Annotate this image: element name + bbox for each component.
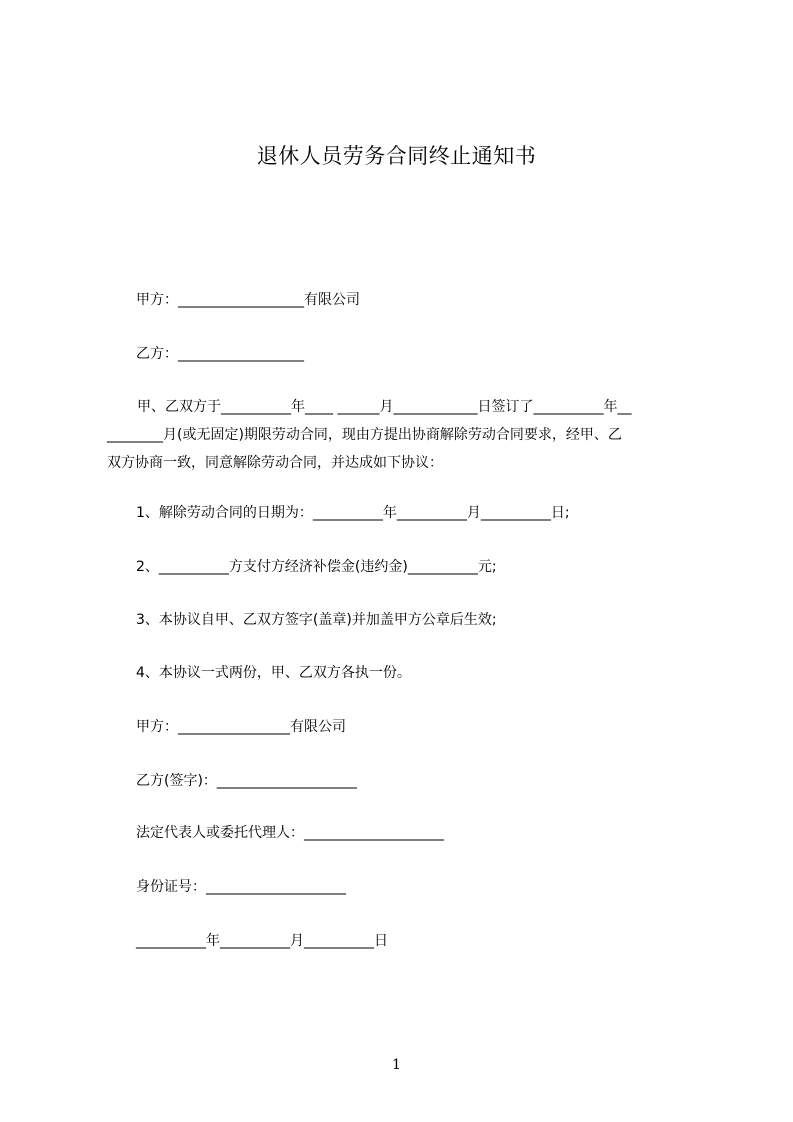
id-number-line: 身份证号：____________________ xyxy=(136,879,346,895)
page-number: 1 xyxy=(392,1057,401,1073)
intro-paragraph xyxy=(107,393,701,477)
clause-2: 2、__________方支付方经济补偿金(违约金)__________元; xyxy=(136,559,497,575)
intro-line-2: ________月(或无固定)期限劳动合同，现由方提出协商解除劳动合同要求，经甲、乙 xyxy=(107,427,622,443)
signature-party-a: 甲方：________________有限公司 xyxy=(136,719,346,735)
date-line: __________年__________月__________日 xyxy=(136,933,388,949)
clause-4: 4、本协议一式两份，甲、乙双方各执一份。 xyxy=(136,665,411,681)
legal-representative-line: 法定代表人或委托代理人：____________________ xyxy=(136,825,444,841)
clause-3: 3、本协议自甲、乙双方签字(盖章)并加盖甲方公章后生效; xyxy=(136,612,497,628)
party-a-line: 甲方：__________________有限公司 xyxy=(136,292,360,308)
party-b-line: 乙方：__________________ xyxy=(136,346,304,362)
clause-1: 1、解除劳动合同的日期为：__________年__________月__________日; xyxy=(136,505,570,521)
intro-line-3: 双方协商一致，同意解除劳动合同，并达成如下协议： xyxy=(107,455,443,471)
document-title: 退休人员劳务合同终止通知书 xyxy=(256,144,537,168)
signature-party-b: 乙方(签字)：____________________ xyxy=(136,773,357,789)
intro-line-1: 甲、乙双方于__________年____ ______月____________日签订了__________年__ xyxy=(137,399,632,415)
